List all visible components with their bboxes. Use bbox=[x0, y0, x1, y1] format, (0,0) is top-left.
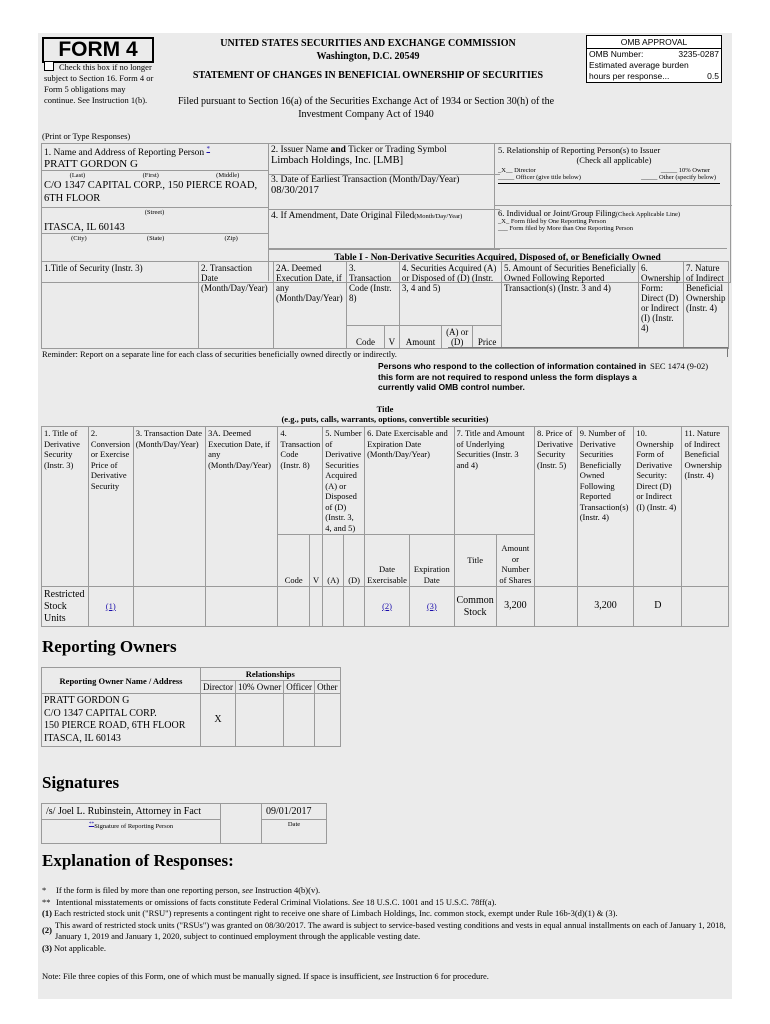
relationship-director-option: Director bbox=[514, 167, 536, 174]
table1-col-title: 1.Title of Security (Instr. 3) bbox=[42, 262, 199, 349]
hours-label: hours per response... bbox=[589, 71, 670, 81]
table1-col-nature: 7. Nature of Indirect Beneficial Ownership (Instr. 4) bbox=[684, 262, 729, 349]
table1-sub-aord: (A) or (D) bbox=[442, 326, 473, 349]
signature-caption: Signature of Reporting Person bbox=[94, 823, 174, 831]
footnote-1 bbox=[42, 908, 726, 920]
footnote-3 bbox=[42, 943, 726, 955]
owner-line-4: ITASCA, IL 60143 bbox=[44, 732, 121, 744]
a-cell bbox=[323, 587, 344, 627]
signatures-heading: Signatures bbox=[42, 773, 120, 792]
persons-notice: Persons who respond to the collection of information contained in this form are not required to respond unless the form displays a currently valid OMB control number. bbox=[378, 361, 647, 392]
signature-date: 09/01/2017 bbox=[262, 804, 327, 820]
table2-sub-expiration: Expiration Date bbox=[410, 535, 454, 587]
footnote-2 bbox=[42, 920, 726, 943]
table2-sub-amount: Amount or Number of Shares bbox=[496, 535, 534, 587]
form-statement-title: STATEMENT OF CHANGES IN BENEFICIAL OWNERSHIP OF SECURITIES bbox=[192, 70, 544, 81]
director-check-mark[interactable]: _X__ bbox=[498, 167, 513, 174]
ownership-form: D bbox=[634, 587, 682, 627]
table2-col-date: 3. Transaction Date (Month/Day/Year) bbox=[133, 427, 205, 587]
filed-line-2: Investment Company Act of 1940 bbox=[298, 109, 434, 120]
omb-approval-box bbox=[586, 35, 722, 83]
reporting-person-address: C/O 1347 CAPITAL CORP., 150 PIERCE ROAD, 6TH FLOOR bbox=[44, 180, 258, 205]
earliest-transaction-label: 3. Date of Earliest Transaction (Month/Day/Year) bbox=[271, 175, 460, 185]
footnote-3-mark: (3) bbox=[42, 942, 52, 953]
agency-city: Washington, D.C. 20549 bbox=[316, 51, 420, 62]
director-header: Director bbox=[201, 681, 236, 694]
reminder-rule-end bbox=[727, 347, 728, 357]
footnote-3-text: Not applicable. bbox=[54, 942, 106, 953]
table2-sub-date-exercisable: Date Exercisable bbox=[365, 535, 410, 587]
owned-following: 3,200 bbox=[577, 587, 634, 627]
form-page bbox=[38, 33, 732, 999]
footnote-2-text: This award of restricted stock units ("RSUs") was granted on 08/30/2017. The award is subject to service-based vesting conditions and vests in equal annual installments on each of January 1, 2018, January 1, 2019 and January 1, 2020, subject to continued employment through the applicable vesting date. bbox=[54, 919, 726, 941]
table1-col-code: 3. Transaction Code (Instr. 8) bbox=[347, 262, 400, 326]
issuer-label-and: and bbox=[330, 145, 346, 155]
table2-col-exercisable: 6. Date Exercisable and Expiration Date (Month/Day/Year) bbox=[365, 427, 454, 535]
earliest-transaction-date: 08/30/2017 bbox=[271, 185, 319, 196]
table2-col-price: 8. Price of Derivative Security (Instr. 5) bbox=[534, 427, 577, 587]
filed-line-1: Filed pursuant to Section 16(a) of the Securities Exchange Act of 1934 or Section 30(h) of the bbox=[177, 96, 555, 107]
owner-line-3: 150 PIERCE ROAD, 6TH FLOOR bbox=[44, 720, 186, 731]
note-asterisk bbox=[42, 885, 726, 897]
signature-value: /s/ Joel L. Rubinstein, Attorney in Fact bbox=[42, 804, 221, 820]
table2-sub-d: (D) bbox=[344, 535, 365, 587]
other-header: Other bbox=[315, 681, 341, 694]
zip-caption: (Zip) bbox=[224, 235, 238, 243]
table2-col-ownership-form: 10. Ownership Form of Derivative Security: Direct (D) or Indirect (I) (Instr. 4) bbox=[634, 427, 682, 587]
relationship-rule bbox=[498, 183, 720, 184]
note-asterisk-see: see bbox=[242, 885, 253, 895]
table2-col-nature: 11. Nature of Indirect Beneficial Ownership (Instr. 4) bbox=[682, 427, 729, 587]
note-double-asterisk-text: Intentional misstatements or omissions of facts constitute Federal Criminal Violations. bbox=[56, 896, 350, 907]
reporting-owner-row bbox=[42, 694, 341, 747]
relationship-10pct-option: 10% Owner bbox=[678, 167, 710, 174]
reporting-owners-heading: Reporting Owners bbox=[42, 637, 177, 656]
footnote-2-link[interactable]: (2) bbox=[382, 600, 393, 611]
reminder-rule bbox=[448, 347, 728, 348]
table1-sub-amount: Amount bbox=[399, 326, 441, 349]
issuer-box bbox=[268, 143, 500, 175]
issuer-label-ticker: Ticker or Trading Symbol bbox=[345, 145, 447, 155]
burden-label: Estimated average burden bbox=[589, 60, 689, 70]
joint-filing-label: 6. Individual or Joint/Group Filing bbox=[498, 208, 616, 218]
street-caption: (Street) bbox=[41, 207, 268, 216]
print-type-note: (Print or Type Responses) bbox=[42, 131, 131, 141]
table2-row bbox=[42, 587, 729, 627]
d-cell bbox=[344, 587, 365, 627]
footnote-3-link[interactable]: (3) bbox=[426, 600, 437, 611]
table2-col-code: 4. Transaction Code (Instr. 8) bbox=[278, 427, 323, 535]
derivative-security-title: Restricted Stock Units bbox=[42, 587, 89, 627]
footnote-1-text: Each restricted stock unit ("RSU") represents a contingent right to receive one share of Limbach Holdings, Inc. common stock, exempt under Rule 16b-3(d)(1) & (3). bbox=[54, 908, 618, 918]
signatures-table bbox=[41, 803, 327, 844]
table2-title: Title bbox=[376, 404, 394, 414]
filed-pursuant-text bbox=[156, 95, 576, 121]
underlying-amount: 3,200 bbox=[496, 587, 534, 627]
table2-col-underlying: 7. Title and Amount of Underlying Securities (Instr. 3 and 4) bbox=[454, 427, 534, 535]
explanation-list bbox=[42, 885, 726, 954]
table1-col-ownership-form: 6. Ownership Form: Direct (D) or Indirect (I) (Instr. 4) bbox=[639, 262, 684, 349]
table2-col-deemed: 3A. Deemed Execution Date, if any (Month/Day/Year) bbox=[206, 427, 278, 587]
relationship-other-option: Other (specify below) bbox=[658, 174, 716, 181]
omb-title: OMB APPROVAL bbox=[587, 36, 721, 49]
no-longer-subject-text: Check this box if no longer subject to Section 16. Form 4 or Form 5 obligations may continue. See Instruction 1(b). bbox=[44, 62, 154, 105]
reporting-owners-table bbox=[41, 667, 341, 747]
table2-col-owned: 9. Number of Derivative Securities Beneficially Owned Following Reported Transaction(s) (Instr. 4) bbox=[577, 427, 634, 587]
agency-name: UNITED STATES SECURITIES AND EXCHANGE COMMISSION bbox=[220, 38, 516, 49]
form-number: FORM 4 bbox=[42, 37, 154, 63]
table2-subtitle: (e.g., puts, calls, warrants, options, convertible securities) bbox=[281, 414, 489, 424]
table1-sub-code: Code bbox=[347, 326, 385, 349]
signature-spacer bbox=[221, 804, 262, 844]
owner-line-1: PRATT GORDON G bbox=[44, 695, 130, 706]
signature-footnote-link[interactable]: ** bbox=[88, 821, 95, 827]
filing-note-see: see bbox=[382, 971, 394, 981]
owner10-header: 10% Owner bbox=[235, 681, 283, 694]
amendment-label: 4. If Amendment, Date Original Filed bbox=[271, 211, 415, 221]
table2-col-title: 1. Title of Derivative Security (Instr. 3) bbox=[42, 427, 89, 587]
agency-heading bbox=[168, 37, 568, 63]
table1-col-date: 2. Transaction Date (Month/Day/Year) bbox=[199, 262, 274, 349]
amendment-box bbox=[268, 209, 500, 250]
explanation-heading: Explanation of Responses: bbox=[42, 851, 234, 870]
filing-note bbox=[42, 971, 726, 981]
state-caption: (State) bbox=[146, 235, 165, 243]
earliest-transaction-box bbox=[268, 173, 500, 210]
owner-name-header: Reporting Owner Name / Address bbox=[42, 668, 201, 694]
note-asterisk-rest: Instruction 4(b)(v). bbox=[255, 885, 321, 895]
footnote-1-link[interactable]: (1) bbox=[105, 600, 116, 611]
table1-col-deemed: 2A. Deemed Execution Date, if any (Month/Day/Year) bbox=[274, 262, 347, 349]
reporting-person-label: 1. Name and Address of Reporting Person bbox=[44, 148, 205, 159]
city-caption: (City) bbox=[71, 235, 87, 243]
date-caption: Date bbox=[262, 820, 327, 844]
note-double-asterisk-rest: 18 U.S.C. 1001 and 15 U.S.C. 78ff(a). bbox=[366, 896, 497, 907]
issuer-name-ticker: Limbach Holdings, Inc. [LMB] bbox=[271, 155, 404, 166]
relationship-sub: (Check all applicable) bbox=[576, 155, 652, 165]
table2 bbox=[41, 426, 729, 627]
officer-header: Officer bbox=[284, 681, 315, 694]
owner-other-cell bbox=[315, 694, 341, 747]
relationship-box: 5. Relationship of Reporting Person(s) to Issuer (Check all applicable) _X__ Director _____ 10% Owner _____ Officer (give title below) _____ Other (specify below) bbox=[495, 143, 732, 207]
table1-sub-price: Price bbox=[473, 326, 502, 349]
note-double-asterisk bbox=[42, 897, 726, 909]
relationship-officer-option: Officer (give title below) bbox=[515, 174, 581, 181]
joint-filing-option-one[interactable]: _X_ Form filed by One Reporting Person bbox=[498, 218, 606, 225]
relationships-header: Relationships bbox=[201, 668, 341, 681]
reporting-person-footnote-link[interactable]: * bbox=[206, 145, 211, 153]
table1-title: Table I - Non-Derivative Securities Acquired, Disposed of, or Beneficially Owned bbox=[334, 253, 661, 263]
code-cell bbox=[278, 587, 310, 627]
table1-sub-v: V bbox=[384, 326, 399, 349]
table2-col-conversion: 2. Conversion or Exercise Price of Derivative Security bbox=[88, 427, 133, 587]
reminder-text: Reminder: Report on a separate line for each class of securities beneficially owned directly or indirectly. bbox=[42, 349, 397, 359]
table2-sub-title: Title bbox=[454, 535, 496, 587]
sec-form-number: SEC 1474 (9-02) bbox=[650, 361, 709, 371]
reporting-person-name: PRATT GORDON G bbox=[44, 158, 138, 171]
filing-note-text: Note: File three copies of this Form, one of which must be manually signed. If space is insufficient, bbox=[42, 971, 381, 981]
owner-officer-cell bbox=[284, 694, 315, 747]
note-double-asterisk-mark: ** bbox=[42, 896, 51, 907]
last-caption: (Last) bbox=[69, 172, 86, 180]
first-caption: (First) bbox=[142, 172, 159, 180]
note-asterisk-text: If the form is filed by more than one reporting person, bbox=[56, 885, 240, 895]
table1-col-amount-owned: 5. Amount of Securities Beneficially Owned Following Reported Transaction(s) (Instr. 3 and 4) bbox=[502, 262, 639, 349]
table2-sub-code: Code bbox=[278, 535, 310, 587]
note-double-asterisk-see: See bbox=[352, 896, 364, 907]
omb-number-label: OMB Number: bbox=[589, 49, 644, 59]
filing-note-rest: Instruction 6 for procedure. bbox=[395, 971, 489, 981]
footnote-1-mark: (1) bbox=[42, 908, 52, 918]
no-longer-subject-checkbox[interactable] bbox=[44, 61, 54, 71]
joint-filing-sub: (Check Applicable Line) bbox=[615, 211, 681, 218]
issuer-label: 2. Issuer Name bbox=[271, 145, 331, 155]
joint-filing-box bbox=[495, 205, 732, 250]
table1-col-acquired: 4. Securities Acquired (A) or Disposed of (D) (Instr. 3, 4 and 5) bbox=[399, 262, 501, 326]
deemed-date-cell bbox=[206, 587, 278, 627]
relationship-label: 5. Relationship of Reporting Person(s) to Issuer bbox=[498, 145, 661, 155]
hours-value: 0.5 bbox=[707, 71, 719, 81]
transaction-date-cell bbox=[133, 587, 205, 627]
price-cell bbox=[534, 587, 577, 627]
owner-director-mark: X bbox=[201, 694, 236, 747]
table2-sub-v: V bbox=[309, 535, 322, 587]
table2-sub-a: (A) bbox=[323, 535, 344, 587]
reporting-person-city-state-zip: ITASCA, IL 60143 bbox=[44, 222, 125, 234]
nature-cell bbox=[682, 587, 729, 627]
owner-10pct-cell bbox=[235, 694, 283, 747]
footnote-2-mark: (2) bbox=[42, 925, 52, 936]
middle-caption: (Middle) bbox=[216, 172, 240, 180]
v-cell bbox=[309, 587, 322, 627]
no-longer-subject-checkbox-line bbox=[44, 61, 154, 106]
joint-filing-option-more[interactable]: ___ Form filed by More than One Reporting Person bbox=[498, 225, 634, 232]
amendment-sub: (Month/Day/Year) bbox=[414, 213, 463, 220]
table2-col-number: 5. Number of Derivative Securities Acquired (A) or Disposed of (D) (Instr. 3, 4, and 5) bbox=[323, 427, 365, 535]
owner-line-2: C/O 1347 CAPITAL CORP. bbox=[44, 707, 157, 719]
table1 bbox=[41, 261, 729, 349]
table2-heading bbox=[41, 404, 729, 424]
note-asterisk-mark: * bbox=[42, 885, 47, 895]
underlying-title: Common Stock bbox=[454, 587, 496, 627]
omb-number: 3235-0287 bbox=[678, 49, 719, 59]
